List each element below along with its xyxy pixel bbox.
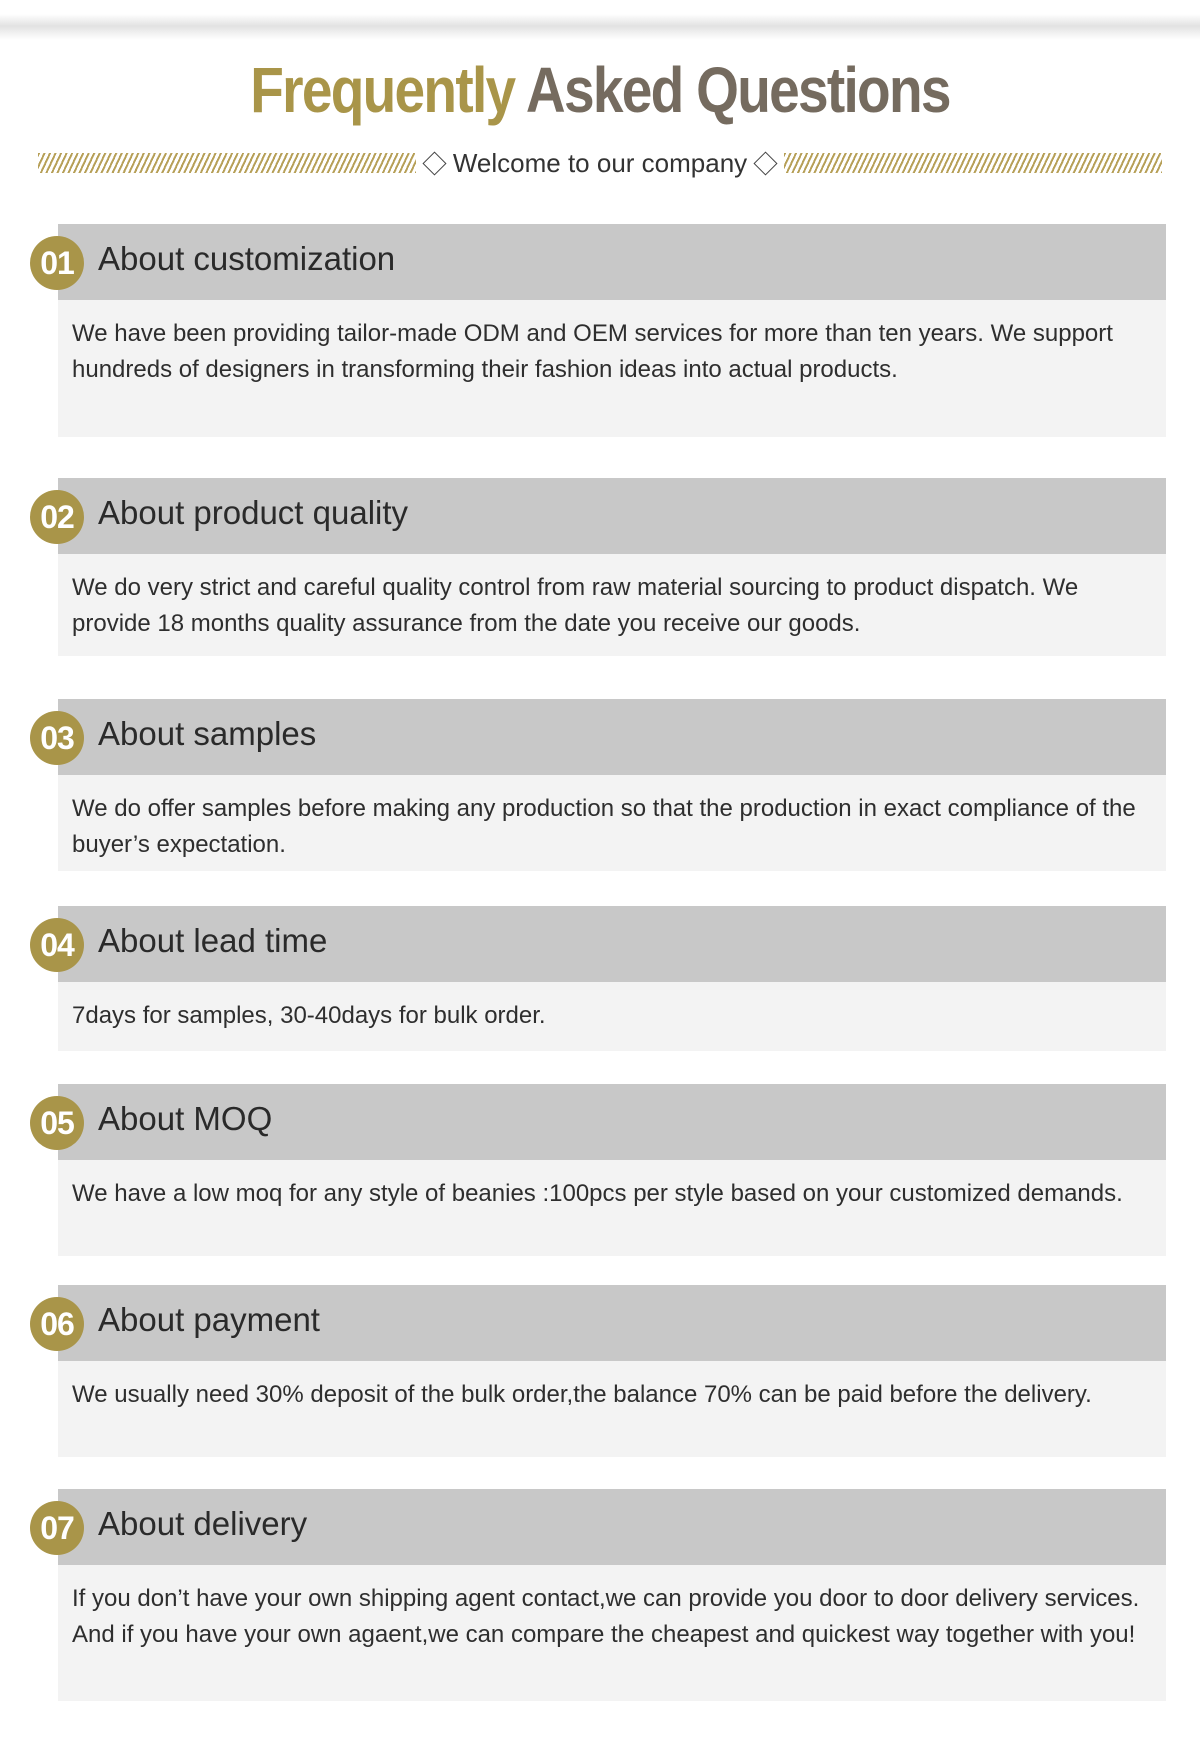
faq-answer: We have a low moq for any style of beanies :100pcs per style based on your customized demands. [58,1160,1166,1256]
faq-header [40,1285,1166,1361]
faq-answer: We do offer samples before making any production so that the production in exact compliance of the buyer’s expectation. [58,775,1166,871]
faq-answer: 7days for samples, 30-40days for bulk order. [58,982,1166,1051]
faq-question: About samples [98,715,317,752]
title-part-1: Frequently [250,54,515,126]
diamond-icon [754,151,778,175]
number-badge: 01 [30,236,84,290]
faq-item [40,478,1166,656]
faq-header [40,906,1166,982]
faq-item [40,1285,1166,1457]
faq-header [40,1489,1166,1565]
faq-answer: If you don’t have your own shipping agent contact,we can provide you door to door delivery services. And if you have your own agaent,we can compare the cheapest and quickest way together with you! [58,1565,1166,1701]
hatch-divider-right [784,153,1162,173]
faq-item [40,906,1166,1051]
faq-header [40,224,1166,300]
subtitle-row [38,146,1162,180]
top-shadow [0,0,1200,40]
faq-question: About product quality [98,494,409,531]
page-title [84,48,1116,132]
faq-header [40,699,1166,775]
number-badge: 03 [30,711,84,765]
number-badge: 05 [30,1096,84,1150]
title-part-2: Asked Questions [525,54,950,126]
number-badge: 07 [30,1501,84,1555]
faq-question: About lead time [98,922,328,959]
faq-item [40,1489,1166,1701]
diamond-icon [422,151,446,175]
hatch-divider-left [38,153,416,173]
number-badge: 06 [30,1297,84,1351]
faq-question: About customization [98,240,396,277]
faq-answer: We usually need 30% deposit of the bulk order,the balance 70% can be paid before the delivery. [58,1361,1166,1457]
subtitle: Welcome to our company [452,147,748,178]
number-badge: 04 [30,918,84,972]
number-badge: 02 [30,490,84,544]
faq-header [40,1084,1166,1160]
faq-question: About MOQ [98,1100,273,1137]
faq-answer: We have been providing tailor-made ODM and OEM services for more than ten years. We support hundreds of designers in transforming their fashion ideas into actual products. [58,300,1166,437]
faq-question: About payment [98,1301,320,1338]
faq-answer: We do very strict and careful quality control from raw material sourcing to product dispatch. We provide 18 months quality assurance from the date you receive our goods. [58,554,1166,656]
faq-item [40,224,1166,437]
faq-question: About delivery [98,1505,308,1542]
faq-header [40,478,1166,554]
faq-item [40,699,1166,871]
faq-item [40,1084,1166,1256]
